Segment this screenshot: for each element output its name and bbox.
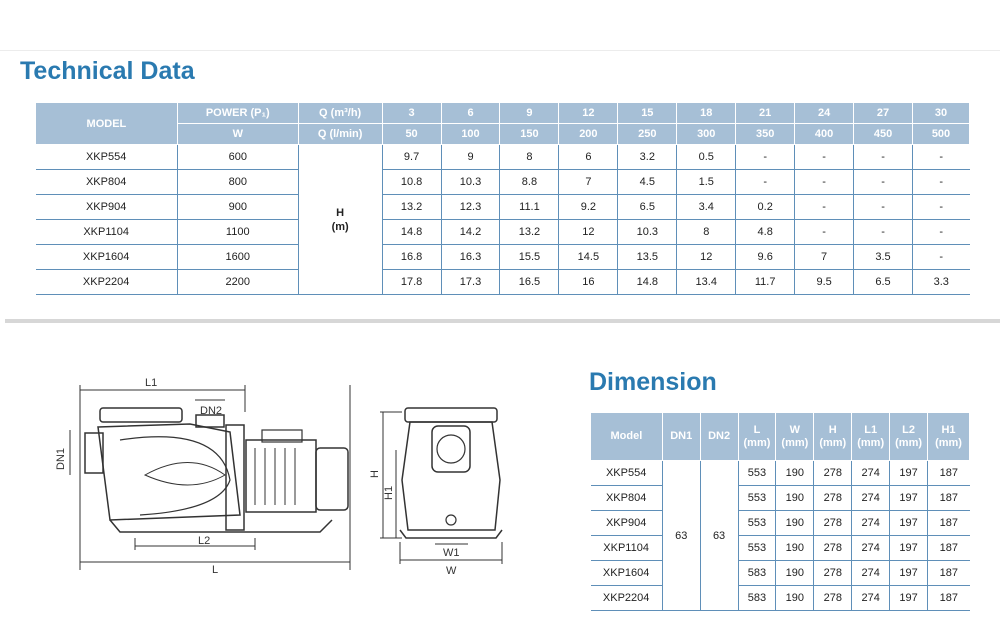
head-value-cell: 13.4 — [677, 270, 736, 295]
q-lmin-value: 150 — [500, 124, 559, 145]
head-value-cell: 11.1 — [500, 195, 559, 220]
head-value-cell: 7 — [795, 245, 854, 270]
dim-col-header — [662, 413, 700, 461]
dim-value-cell: 190 — [776, 461, 814, 486]
dim-value-cell: 187 — [928, 486, 970, 511]
head-value-cell: 0.5 — [677, 145, 736, 170]
head-value-cell: - — [912, 145, 969, 170]
dim-value-cell: 553 — [738, 486, 776, 511]
head-value-cell: 9.2 — [559, 195, 618, 220]
head-value-cell: 12 — [677, 245, 736, 270]
head-value-cell: 7 — [559, 170, 618, 195]
dim-col-header — [700, 413, 738, 461]
head-value-cell: 6.5 — [618, 195, 677, 220]
label-l2: L2 — [198, 535, 211, 547]
power-cell: 900 — [177, 195, 298, 220]
q-m3h-value: 9 — [500, 103, 559, 124]
model-cell: XKP904 — [591, 511, 663, 536]
model-cell: XKP804 — [36, 170, 178, 195]
head-value-cell: 13.5 — [618, 245, 677, 270]
dim-value-cell: 187 — [928, 536, 970, 561]
head-value-cell: - — [912, 195, 969, 220]
head-value-cell: - — [736, 170, 795, 195]
dim-value-cell: 187 — [928, 586, 970, 611]
table-row — [591, 461, 970, 486]
head-value-cell: 10.3 — [441, 170, 500, 195]
head-value-cell: 10.3 — [618, 220, 677, 245]
label-h1: H1 — [383, 485, 395, 500]
pump-lid — [100, 408, 182, 422]
label-l1: L1 — [145, 377, 158, 389]
technical-data-table — [35, 102, 970, 295]
col-header-power: POWER (P₁) — [177, 103, 298, 124]
model-cell: XKP1104 — [36, 220, 178, 245]
motor-fan-cover — [316, 448, 348, 510]
head-value-cell: 8 — [500, 145, 559, 170]
q-m3h-value: 15 — [618, 103, 677, 124]
dim-value-cell: 190 — [776, 536, 814, 561]
dim-col-header — [852, 413, 890, 461]
q-lmin-value: 200 — [559, 124, 618, 145]
model-cell: XKP904 — [36, 195, 178, 220]
head-value-cell: 16.5 — [500, 270, 559, 295]
model-cell: XKP1604 — [36, 245, 178, 270]
dim-value-cell: 553 — [738, 461, 776, 486]
model-cell: XKP2204 — [36, 270, 178, 295]
dim-col-header-line: Model — [610, 430, 643, 442]
power-cell: 600 — [177, 145, 298, 170]
head-label-cell — [298, 145, 382, 295]
model-cell: XKP554 — [591, 461, 663, 486]
head-value-cell: - — [795, 145, 854, 170]
label-l: L — [212, 564, 219, 576]
q-lmin-value: 400 — [795, 124, 854, 145]
head-value-cell: 13.2 — [382, 195, 441, 220]
head-value-cell: 14.8 — [618, 270, 677, 295]
head-value-cell: - — [736, 145, 795, 170]
q-m3h-value: 12 — [559, 103, 618, 124]
dn2-cell: 63 — [700, 461, 738, 611]
head-value-cell: 14.8 — [382, 220, 441, 245]
q-lmin-value: 50 — [382, 124, 441, 145]
table-row — [36, 270, 970, 295]
dim-value-cell: 278 — [814, 586, 852, 611]
head-value-cell: 3.2 — [618, 145, 677, 170]
power-cell: 2200 — [177, 270, 298, 295]
dim-value-cell: 553 — [738, 511, 776, 536]
table-row — [591, 511, 970, 536]
head-value-cell: 13.2 — [500, 220, 559, 245]
head-value-cell: - — [912, 220, 969, 245]
table-row — [36, 195, 970, 220]
head-value-cell: 16.8 — [382, 245, 441, 270]
dim-value-cell: 187 — [928, 511, 970, 536]
q-m3h-value: 21 — [736, 103, 795, 124]
dim-value-cell: 278 — [814, 486, 852, 511]
head-value-cell: 6 — [559, 145, 618, 170]
dn1-cell: 63 — [662, 461, 700, 611]
dim-value-cell: 278 — [814, 561, 852, 586]
dim-value-cell: 197 — [890, 586, 928, 611]
dim-value-cell: 190 — [776, 561, 814, 586]
dim-col-header-line: (mm) — [819, 436, 847, 449]
q-lmin-value: 450 — [854, 124, 913, 145]
head-value-cell: 4.8 — [736, 220, 795, 245]
col-header-watt: W — [177, 124, 298, 145]
dim-value-cell: 190 — [776, 511, 814, 536]
q-m3h-value: 27 — [854, 103, 913, 124]
dim-col-header-line: L2 — [902, 423, 915, 436]
head-label-unit: (m) — [331, 220, 349, 233]
model-cell: XKP1604 — [591, 561, 663, 586]
head-value-cell: 14.2 — [441, 220, 500, 245]
dim-col-header-line: (mm) — [781, 436, 809, 449]
pump-housing-front — [402, 422, 500, 530]
head-value-cell: 16.3 — [441, 245, 500, 270]
dim-value-cell: 583 — [738, 586, 776, 611]
q-m3h-value: 6 — [441, 103, 500, 124]
head-value-cell: - — [795, 170, 854, 195]
dimension-table — [590, 412, 970, 611]
dim-value-cell: 197 — [890, 511, 928, 536]
label-w: W — [446, 565, 457, 577]
dimension-title: Dimension — [589, 368, 717, 396]
head-value-cell: 3.4 — [677, 195, 736, 220]
table-row — [36, 170, 970, 195]
label-h: H — [369, 470, 381, 478]
table-row — [36, 145, 970, 170]
col-header-model: MODEL — [36, 103, 178, 145]
dim-col-header — [928, 413, 970, 461]
dim-col-header-line: (mm) — [743, 436, 771, 449]
head-value-cell: 12 — [559, 220, 618, 245]
q-lmin-value: 500 — [912, 124, 969, 145]
pump-front-view — [380, 408, 502, 564]
head-value-cell: 3.3 — [912, 270, 969, 295]
dim-col-header-line: L1 — [864, 423, 878, 436]
pump-dimension-drawing — [50, 370, 570, 580]
model-cell: XKP1104 — [591, 536, 663, 561]
dim-value-cell: 274 — [852, 461, 890, 486]
head-value-cell: 16 — [559, 270, 618, 295]
dim-value-cell: 187 — [928, 561, 970, 586]
head-value-cell: 17.8 — [382, 270, 441, 295]
dim-value-cell: 190 — [776, 486, 814, 511]
dim-value-cell: 197 — [890, 536, 928, 561]
dim-value-cell: 278 — [814, 536, 852, 561]
table-row — [591, 561, 970, 586]
pump-housing — [98, 424, 240, 520]
q-lmin-value: 250 — [618, 124, 677, 145]
head-value-cell: 6.5 — [854, 270, 913, 295]
head-value-cell: 17.3 — [441, 270, 500, 295]
head-value-cell: - — [854, 195, 913, 220]
q-lmin-value: 300 — [677, 124, 736, 145]
dim-value-cell: 274 — [852, 586, 890, 611]
dim-col-header — [890, 413, 928, 461]
label-dn1: DN1 — [55, 447, 67, 470]
head-value-cell: - — [912, 245, 969, 270]
q-m3h-value: 24 — [795, 103, 854, 124]
label-w1: W1 — [443, 547, 460, 559]
dim-col-header — [776, 413, 814, 461]
inlet-opening — [437, 435, 465, 463]
head-value-cell: - — [854, 170, 913, 195]
dim-value-cell: 197 — [890, 561, 928, 586]
head-value-cell: 9 — [441, 145, 500, 170]
label-dn2: DN2 — [200, 405, 223, 417]
top-rule — [0, 50, 1000, 51]
head-value-cell: 3.5 — [854, 245, 913, 270]
table-row — [591, 536, 970, 561]
q-m3h-value: 30 — [912, 103, 969, 124]
dim-value-cell: 274 — [852, 486, 890, 511]
dim-value-cell: 583 — [738, 561, 776, 586]
table-row — [36, 245, 970, 270]
base-front — [400, 530, 502, 538]
dim-value-cell: 274 — [852, 536, 890, 561]
power-cell: 800 — [177, 170, 298, 195]
head-value-cell: - — [795, 195, 854, 220]
q-m3h-value: 3 — [382, 103, 441, 124]
header-row-flow-m3h — [36, 103, 970, 124]
q-lmin-value: 350 — [736, 124, 795, 145]
dim-value-cell: 278 — [814, 461, 852, 486]
dim-col-header-line: DN1 — [670, 430, 693, 442]
head-value-cell: 11.7 — [736, 270, 795, 295]
col-header-q-m3h: Q (m³/h) — [298, 103, 382, 124]
inlet-port-front — [432, 426, 470, 472]
dim-value-cell: 278 — [814, 511, 852, 536]
col-header-q-lmin: Q (l/min) — [298, 124, 382, 145]
model-cell: XKP554 — [36, 145, 178, 170]
dim-value-cell: 274 — [852, 511, 890, 536]
pump-body-ellipse — [145, 463, 225, 486]
q-lmin-value: 100 — [441, 124, 500, 145]
head-label-h: H — [336, 206, 345, 219]
dim-col-header-line: L — [753, 423, 761, 436]
head-value-cell: 9.5 — [795, 270, 854, 295]
dim-col-header-line: (mm) — [895, 436, 923, 449]
head-value-cell: - — [795, 220, 854, 245]
q-m3h-value: 18 — [677, 103, 736, 124]
head-value-cell: 9.7 — [382, 145, 441, 170]
dim-col-header-line: H — [828, 423, 837, 436]
head-value-cell: 0.2 — [736, 195, 795, 220]
power-cell: 1100 — [177, 220, 298, 245]
head-value-cell: 1.5 — [677, 170, 736, 195]
dim-col-header-line: W — [789, 423, 801, 436]
dim-value-cell: 190 — [776, 586, 814, 611]
dim-value-cell: 197 — [890, 486, 928, 511]
section-divider — [5, 319, 1000, 323]
pump-lid-front — [405, 408, 497, 422]
table-row — [36, 220, 970, 245]
technical-data-title: Technical Data — [20, 57, 195, 85]
head-value-cell: - — [854, 220, 913, 245]
pump-base — [110, 520, 332, 532]
pump-housing-curve — [120, 437, 230, 515]
dim-col-header-line: (mm) — [857, 436, 885, 449]
head-value-cell: 9.6 — [736, 245, 795, 270]
head-value-cell: 8 — [677, 220, 736, 245]
head-value-cell: 10.8 — [382, 170, 441, 195]
dim-col-header-line: DN2 — [708, 430, 731, 442]
head-value-cell: - — [912, 170, 969, 195]
drain-plug — [446, 515, 456, 525]
dim-col-header-line: H1 — [941, 423, 956, 436]
dim-col-header — [738, 413, 776, 461]
head-value-cell: 15.5 — [500, 245, 559, 270]
head-value-cell: 8.8 — [500, 170, 559, 195]
head-value-cell: 12.3 — [441, 195, 500, 220]
head-value-cell: 14.5 — [559, 245, 618, 270]
model-cell: XKP804 — [591, 486, 663, 511]
dimension-header-row — [591, 413, 970, 461]
dim-value-cell: 197 — [890, 461, 928, 486]
dim-value-cell: 553 — [738, 536, 776, 561]
head-value-cell: - — [854, 145, 913, 170]
power-cell: 1600 — [177, 245, 298, 270]
dim-value-cell: 274 — [852, 561, 890, 586]
head-value-cell: 4.5 — [618, 170, 677, 195]
table-row — [591, 586, 970, 611]
dim-col-header-line: (mm) — [935, 436, 962, 449]
dim-col-header — [591, 413, 663, 461]
dim-value-cell: 187 — [928, 461, 970, 486]
table-row — [591, 486, 970, 511]
model-cell: XKP2204 — [591, 586, 663, 611]
dim-col-header — [814, 413, 852, 461]
motor-body — [246, 440, 316, 512]
